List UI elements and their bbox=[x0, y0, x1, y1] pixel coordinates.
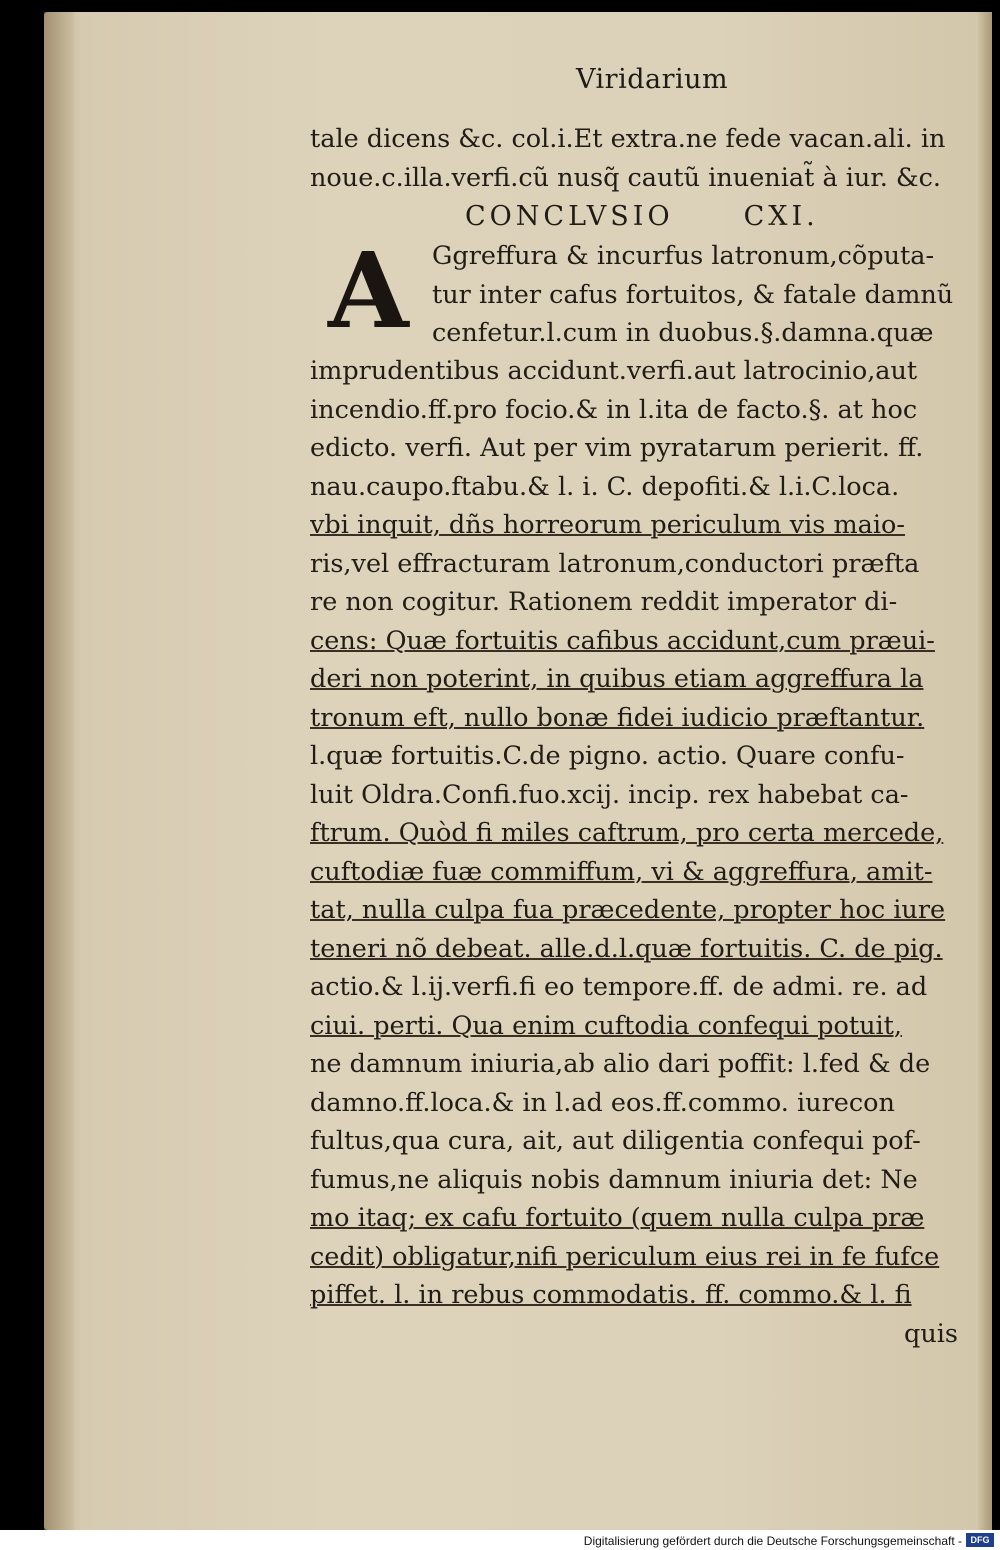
text-line-underlined: deri non poterint, in quibus etiam aggreffura la bbox=[310, 664, 924, 694]
digitization-footer bbox=[0, 1530, 1000, 1550]
text-line: fultus,qua cura, ait, aut diligentia confequi pof- bbox=[310, 1126, 921, 1156]
text-line-underlined: tat, nulla culpa fua præcedente, propter hoc iure bbox=[310, 895, 946, 925]
text-line: l.quæ fortuitis.C.de pigno. actio. Quare confu- bbox=[310, 741, 905, 771]
text-block bbox=[310, 120, 958, 1353]
text-line: ris,vel effracturam latronum,conductori præfta bbox=[310, 548, 920, 579]
page-edge-shadow bbox=[44, 12, 74, 1530]
text-line: imprudentibus accidunt.verfi.aut latrocinio,aut bbox=[310, 356, 918, 386]
text-line: Ggreffura & incurfus latronum,cõputa- bbox=[432, 241, 935, 271]
text-line-underlined: cedit) obligatur,nifi periculum eius rei in fe fufce bbox=[310, 1241, 940, 1272]
text-line-underlined: piffet. l. in rebus commodatis. ff. commo.& l. fi bbox=[310, 1280, 912, 1310]
text-line-underlined: ciui. perti. Qua enim cuftodia confequi potuit, bbox=[310, 1010, 903, 1041]
text-line: cenfetur.l.cum in duobus.§.damna.quæ bbox=[432, 318, 934, 348]
text-line-underlined: mo itaq; ex cafu fortuito (quem nulla culpa præ bbox=[310, 1203, 925, 1233]
text-line-underlined: tronum eft, nullo bonæ fidei iudicio præftantur. bbox=[310, 702, 925, 733]
text-line-underlined: vbi inquit, dñs horreorum periculum vis maio- bbox=[310, 510, 905, 540]
text-line-underlined: ftrum. Quòd fi miles caftrum, pro certa mercede, bbox=[310, 818, 944, 848]
text-line-underlined: cens: Quæ fortuitis cafibus accidunt,cum præui- bbox=[310, 625, 935, 656]
heading-word: CONCLVSIO bbox=[465, 201, 674, 232]
decorated-initial: A bbox=[328, 229, 409, 352]
dfg-logo: DFG bbox=[966, 1533, 994, 1547]
heading-number: CXI. bbox=[743, 201, 819, 232]
text-line: noue.c.illa.verfi.cũ nusq̃ cautũ inueniat̃ à iur. &c. bbox=[310, 162, 942, 193]
text-line: tale dicens &c. col.i.Et extra.ne fede vacan.ali. in bbox=[310, 124, 946, 154]
text-line: nau.caupo.ftabu.& l. i. C. depofiti.& l.i.C.loca. bbox=[310, 471, 900, 502]
running-head: Viridarium bbox=[576, 64, 729, 95]
page-spine bbox=[978, 12, 992, 1530]
text-line: damno.ff.loca.& in l.ad eos.ff.commo. iurecon bbox=[310, 1087, 895, 1118]
text-line-underlined: cuftodiæ fuæ commiffum, vi & aggreffura, amit- bbox=[310, 856, 933, 887]
text-line: ne damnum iniuria,ab alio dari poffit: l.fed & de bbox=[310, 1049, 931, 1079]
text-line-underlined: teneri nõ debeat. alle.d.l.quæ fortuitis. C. de pig. bbox=[310, 933, 943, 964]
text-line: incendio.ff.pro focio.& in l.ita de facto.§. at hoc bbox=[310, 394, 918, 425]
text-line: edicto. verfi. Aut per vim pyratarum perierit. ff. bbox=[310, 433, 924, 463]
initial-paragraph-start bbox=[310, 229, 958, 352]
text-line: actio.& l.ij.verfi.fi eo tempore.ff. de admi. re. ad bbox=[310, 972, 928, 1002]
footer-credit: Digitalisierung gefördert durch die Deutsche Forschungsgemeinschaft - bbox=[583, 1534, 962, 1548]
catchword: quis bbox=[904, 1318, 958, 1349]
text-line: re non cogitur. Rationem reddit imperator di- bbox=[310, 587, 898, 617]
text-line: fumus,ne aliquis nobis damnum iniuria det: Ne bbox=[310, 1164, 918, 1195]
text-line: luit Oldra.Confi.fuo.xcij. incip. rex habebat ca- bbox=[310, 779, 909, 810]
text-line: tur inter cafus fortuitos, & fatale damnũ bbox=[432, 279, 954, 310]
